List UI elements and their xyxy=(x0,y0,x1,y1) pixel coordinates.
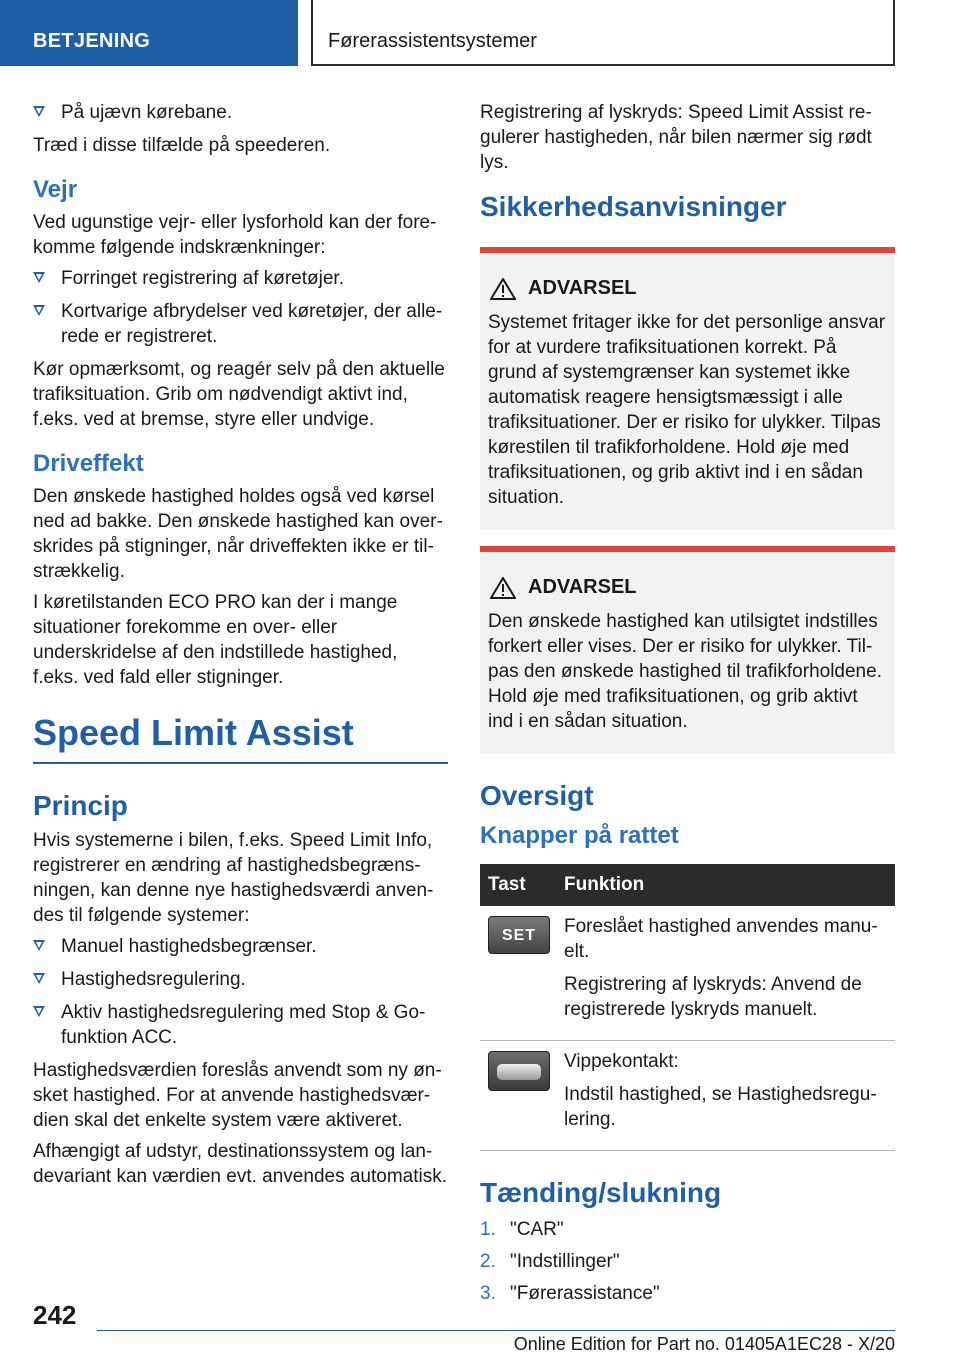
heading-sikkerhedsanvisninger: Sikkerhedsanvisninger xyxy=(480,191,787,222)
warning-box xyxy=(480,546,895,754)
page-number: 242 xyxy=(33,1300,77,1330)
list-item: Manuel hastighedsbegrænser. xyxy=(33,934,448,959)
section-label: BETJENING xyxy=(0,0,298,66)
heading-speed-limit-assist: Speed Limit Assist xyxy=(33,712,448,764)
heading-taending: Tænding/slukning xyxy=(480,1177,722,1208)
bullet-triangle-icon xyxy=(33,1006,45,1017)
bullet-triangle-icon xyxy=(33,106,45,117)
list-item: 1. "CAR" xyxy=(480,1219,564,1240)
list-item: Kortvarige afbrydelser ved køretøjer, der allerede er registreret. xyxy=(33,299,448,349)
bullet-triangle-icon xyxy=(33,940,45,951)
table-header-funktion: Funktion xyxy=(556,864,895,906)
footer-edition: Online Edition for Part no. 01405A1EC28 - X/20 xyxy=(513,1334,895,1354)
paragraph: Den ønskede hastighed holdes også ved kørsel ned ad bakke. Den ønskede hastighed kan overskrides på stigninger, når driveffekten ikke er tilstrækkelig. xyxy=(33,486,443,582)
paragraph: Ved ugunstige vejr- eller lysforhold kan der forekomme følgende indskrænkninger: xyxy=(33,212,437,258)
paragraph: Afhængigt af udstyr, destinationssystem og landevariant kan værdien evt. anvendes automatisk. xyxy=(33,1141,448,1187)
list-item: Aktiv hastighedsregulering med Stop & Go-funktion ACC. xyxy=(33,1000,448,1050)
warning-triangle-icon xyxy=(490,577,516,599)
list-item: Forringet registrering af køretøjer. xyxy=(33,266,448,291)
table-row: SET Foreslået hastighed anvendes manuelt. Registrering af lyskryds: Anvend de registrerede lyskryds manuelt. xyxy=(480,906,895,1041)
right-column xyxy=(480,100,895,1313)
set-button-icon: SET xyxy=(488,916,550,954)
paragraph: Træd i disse tilfælde på speederen. xyxy=(33,135,331,156)
warning-text: Systemet fritager ikke for det personlige ansvar for at vurdere trafiksituationen korrekt. På grund af systemgrænser kan systemet ikke automatisk reagere hensigtsmæssigt i alle trafiksituationer. Der er risiko for ulykker. Tilpas kørestilen til trafikforholdene. Hold øje med trafiksituationen, og grib aktivt ind i en sådan situation. xyxy=(488,312,886,508)
warning-title: ADVARSEL xyxy=(528,277,637,299)
heading-knapper: Knapper på rattet xyxy=(480,822,679,849)
bullet-triangle-icon xyxy=(33,973,45,984)
left-column xyxy=(33,100,448,1195)
buttons-table xyxy=(480,864,895,1151)
paragraph: Hvis systemerne i bilen, f.eks. Speed Limit Info, registrerer en ændring af hastighedsbegrænsningen, kan denne nye hastighedsværdi anvendes til følgende systemer: xyxy=(33,830,434,926)
list-item: Hastighedsregulering. xyxy=(33,967,448,992)
warning-box xyxy=(480,247,895,530)
footer-divider xyxy=(97,1330,895,1331)
paragraph: Hastighedsværdien foreslås anvendt som ny ønsket hastighed. For at anvende hastighedsværdien skal det enkelte system være aktiveret. xyxy=(33,1060,442,1131)
warning-text: Den ønskede hastighed kan utilsigtet indstilles forkert eller vises. Der er risiko for ulykker. Tilpas den ønskede hastighed til trafikforholdene. Hold øje med trafiksituationen, og grib aktivt ind i en sådan situation. xyxy=(488,611,882,732)
warning-title: ADVARSEL xyxy=(528,576,637,598)
heading-oversigt: Oversigt xyxy=(480,780,594,811)
bullet-triangle-icon xyxy=(33,305,45,316)
paragraph: I køretilstanden ECO PRO kan der i mange situationer forekomme en over- eller underskridelse af den indstillede hastighed, f.eks. ved fald eller stigninger. xyxy=(33,592,398,688)
paragraph: Registrering af lyskryds: Speed Limit Assist regulerer hastigheden, når bilen nærmer sig rødt lys. xyxy=(480,102,872,173)
bullet-triangle-icon xyxy=(33,272,45,283)
warning-triangle-icon xyxy=(490,278,516,300)
chapter-title: Førerassistentsystemer xyxy=(311,0,895,66)
table-row: Vippekontakt: Indstil hastighed, se Hastighedsregulering. xyxy=(480,1041,895,1151)
heading-vejr: Vejr xyxy=(33,176,78,203)
page-header xyxy=(0,0,960,66)
list-item: På ujævn kørebane. xyxy=(33,100,448,125)
list-item: 3. "Førerassistance" xyxy=(480,1283,660,1304)
list-item: 2. "Indstillinger" xyxy=(480,1251,620,1272)
heading-driveffekt: Driveffekt xyxy=(33,450,144,477)
paragraph: Kør opmærksomt, og reagér selv på den aktuelle trafiksituation. Grib om nødvendigt aktivt ind, f.eks. ved at bremse, styre eller undvige. xyxy=(33,359,445,430)
rocker-switch-icon xyxy=(488,1051,550,1091)
heading-princip: Princip xyxy=(33,790,128,821)
table-header-tast: Tast xyxy=(480,864,556,906)
